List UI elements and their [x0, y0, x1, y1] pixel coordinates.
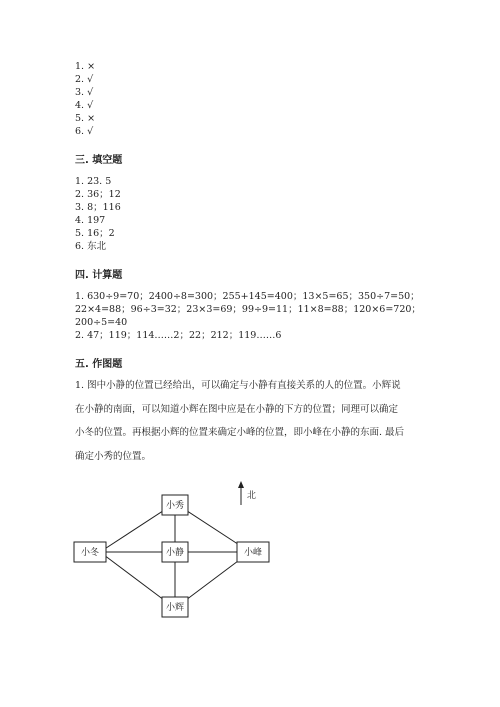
fill-heading: 三. 填空题 — [75, 155, 123, 166]
draw-line-1: 1. 图中小静的位置已经给出，可以确定与小静有直接关系的人的位置。小辉说 — [75, 380, 401, 391]
north-arrow-icon — [238, 481, 244, 488]
fill-item-5: 5. 16；2 — [75, 228, 115, 239]
calc-line-1: 1. 630÷9=70；2400÷8=300；255+145=400；13×5=65；350÷7=50； — [75, 291, 420, 302]
calc-heading: 四. 计算题 — [75, 270, 123, 281]
judge-item-6: 6. √ — [75, 126, 94, 137]
draw-line-2: 在小静的南面，可以知道小辉在图中应是在小静的下方的位置；同理可以确定 — [75, 403, 399, 415]
label-bottom: 小辉 — [165, 603, 185, 613]
label-right: 小峰 — [243, 548, 263, 558]
north-label: 北 — [247, 491, 257, 501]
fill-item-4: 4. 197 — [75, 215, 106, 226]
fill-item-3: 3. 8；116 — [75, 202, 121, 213]
label-center: 小静 — [165, 548, 185, 558]
judge-item-3: 3. √ — [75, 87, 94, 98]
judge-item-4: 4. √ — [75, 100, 94, 111]
edge-top-left — [100, 505, 172, 552]
fill-item-6: 6. 东北 — [75, 241, 107, 252]
draw-line-3: 小冬的位置。再根据小辉的位置来确定小峰的位置，即小峰在小静的东面. 最后 — [75, 427, 405, 438]
calc-line-3: 200÷5=40 — [75, 317, 128, 328]
edge-left-bottom — [100, 552, 172, 606]
draw-line-4: 确定小秀的位置。 — [75, 450, 152, 462]
judge-item-1: 1. × — [75, 61, 96, 72]
judge-item-5: 5. × — [75, 113, 96, 124]
calc-line-2: 22×4=88；96÷3=32；23×3=69；99÷9=11；11×8=88；120×6=720； — [75, 304, 421, 315]
judge-item-2: 2. √ — [75, 74, 94, 85]
calc-line-4: 2. 47；119；114……2；22；212；119……6 — [75, 330, 282, 341]
draw-heading: 五. 作图题 — [75, 359, 123, 370]
label-left: 小冬 — [80, 548, 100, 558]
label-top: 小秀 — [165, 501, 185, 511]
fill-item-2: 2. 36；12 — [75, 189, 121, 200]
fill-item-1: 1. 23. 5 — [75, 176, 112, 187]
